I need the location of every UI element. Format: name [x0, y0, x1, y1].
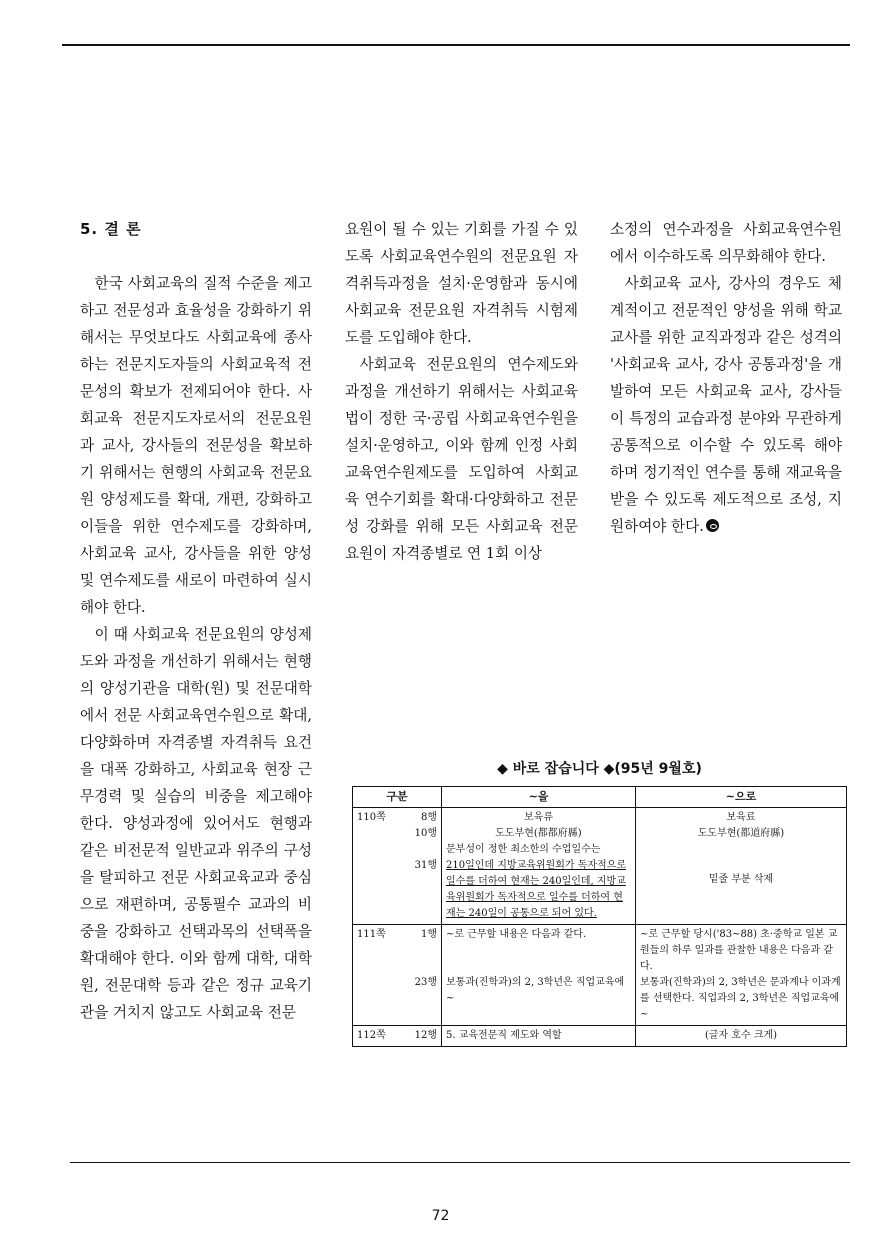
right-text: ~로 근무할 당시('83~88) 초·중학교 일본 교원들의 하루 일과를 관찰한 내용은 다음과 같다. [640, 929, 838, 972]
line-ref: 23행 [414, 977, 437, 988]
right-text-cell [636, 1026, 847, 1047]
location-cell [353, 925, 442, 1026]
right-text: 도도부현(都道府縣) [697, 828, 785, 839]
table-header-row [353, 787, 847, 808]
correction-title: ◆ 바로 잡습니다 ◆(95년 9월호) [497, 761, 702, 777]
paragraph: 요원이 될 수 있는 기회를 가질 수 있도록 사회교육연수원의 전문요원 자격취득과정을 설치·운영함과 동시에 사회교육 전문요원 자격취득 시험제도를 도입해야 한다. [345, 221, 578, 346]
location-cell [353, 1026, 442, 1047]
right-text: (글자 호수 크게) [704, 1030, 778, 1041]
location-cell [353, 808, 442, 925]
line-ref: 8행 [420, 812, 437, 823]
text-column-3 [610, 216, 842, 540]
right-text-cell [636, 808, 847, 925]
page-ref: 112쪽 [357, 1030, 386, 1041]
wrong-text-cell [442, 808, 636, 925]
wrong-text: ~로 근무할 내용은 다음과 같다. [446, 929, 587, 940]
paragraph-text: 사회교육 교사, 강사의 경우도 체계적이고 전문적인 양성을 위해 학교교사를 위한 교직과정과 같은 성격의 '사회교육 교사, 강사 공통과정'을 개발하여 모든 사회교육 교사, 강사들이 특정의 교습과정 분야와 무관하게 공통적으로 이수할 수 있도록 해야 하며 정기적인 연수를 통해 재교육을 받을 수 있도록 제도적으로 조성, 지원하여야 한다. [610, 275, 842, 535]
right-text: 보육료 [726, 812, 756, 823]
errata-table [352, 786, 847, 1047]
wrong-text: 도도부현(都都府縣) [495, 828, 582, 839]
line-ref: 12행 [414, 1030, 437, 1041]
wrong-text-cell [442, 1026, 636, 1047]
page-ref: 111쪽 [357, 929, 386, 940]
page-ref: 110쪽 [357, 812, 386, 823]
text-column-2 [345, 216, 578, 567]
end-mark-icon [706, 519, 719, 532]
wrong-text: 5. 교육전문직 제도와 역할 [446, 1030, 562, 1041]
bottom-rule [70, 1162, 850, 1163]
right-text-cell [636, 925, 847, 1026]
wrong-text: 문부성이 정한 최소한의 수업일수는 [446, 844, 601, 855]
table-header: 구분 [353, 787, 442, 808]
table-header: ~으로 [636, 787, 847, 808]
wrong-text: 보육류 [524, 812, 553, 823]
paragraph: 한국 사회교육의 질적 수준을 제고하고 전문성과 효율성을 강화하기 위해서는 무엇보다도 사회교육에 종사하는 전문지도자들의 사회교육적 전문성의 확보가 전제되어야 한다. 사회교육 전문지도자로서의 전문요원과 교사, 강사들의 전문성을 확보하기 위해서는 현행의 사회교육 전문요원 양성제도를 확대, 개편, 강화하고 이들을 위한 연수제도를 강화하며, 사회교육 교사, 강사들을 위한 양성 및 연수제도를 새로이 마련하여 실시해야 한다. [80, 275, 312, 616]
line-ref: 10행 [414, 828, 437, 839]
paragraph: 사회교육 전문요원의 연수제도와 과정을 개선하기 위해서는 사회교육법이 정한 국·공립 사회교육연수원을 설치·운영하고, 이와 함께 인정 사회교육연수원제도를 도입하여 사회교육 연수기회를 확대·다양화하고 전문성 강화를 위해 모든 사회교육 전문요원이 자격종별로 연 1회 이상 [345, 356, 578, 562]
section-title: 5. 결 론 [80, 220, 142, 238]
top-rule [62, 44, 850, 46]
line-ref: 31행 [414, 860, 437, 871]
text-column-1 [80, 216, 312, 1026]
table-row [353, 1026, 847, 1047]
wrong-text-cell [442, 925, 636, 1026]
paragraph: 소정의 연수과정을 사회교육연수원에서 이수하도록 의무화해야 한다. [610, 221, 842, 265]
wrong-text: 보통과(진학과)의 2, 3학년은 직업교육에 ~ [446, 977, 625, 1004]
wrong-text-underlined: 210일인데 지방교육위원회가 독자적으로 일수를 더하여 현재는 240일인데, 지방교육위원회가 독자적으로 일수를 더하여 현재는 240일이 공통으로 되어 있다. [446, 860, 627, 919]
line-ref: 1행 [420, 929, 437, 940]
correction-box [352, 758, 847, 1047]
right-text: 보통과(진학과)의 2, 3학년은 문과계나 이과계를 선택한다. 직업과의 2, 3학년은 직업교육에 ~ [640, 977, 841, 1020]
table-row [353, 808, 847, 925]
paragraph: 이 때 사회교육 전문요원의 양성제도와 과정을 개선하기 위해서는 현행의 양성기관을 대학(원) 및 전문대학에서 전문 사회교육연수원으로 확대, 다양화하며 자격종별 자격취득 요건을 대폭 강화하고, 사회교육 현장 근무경력 및 실습의 비중을 제고해야 한다. 양성과정에 있어서도 현행과 같은 비전문적 일반교과 위주의 구성을 탈피하고 전문 사회교육교과 중심으로 재편하며, 공통필수 교과의 비중을 강화하고 선택과목의 선택폭을 확대해야 한다. 이와 함께 대학, 대학원, 전문대학 등과 같은 정규 교육기관을 거치지 않고도 사회교육 전문 [80, 626, 312, 1021]
table-header: ~을 [442, 787, 636, 808]
table-row [353, 925, 847, 1026]
right-text: 밑줄 부분 삭제 [708, 874, 774, 885]
page-number: 72 [431, 1208, 450, 1224]
paragraph [610, 270, 842, 540]
